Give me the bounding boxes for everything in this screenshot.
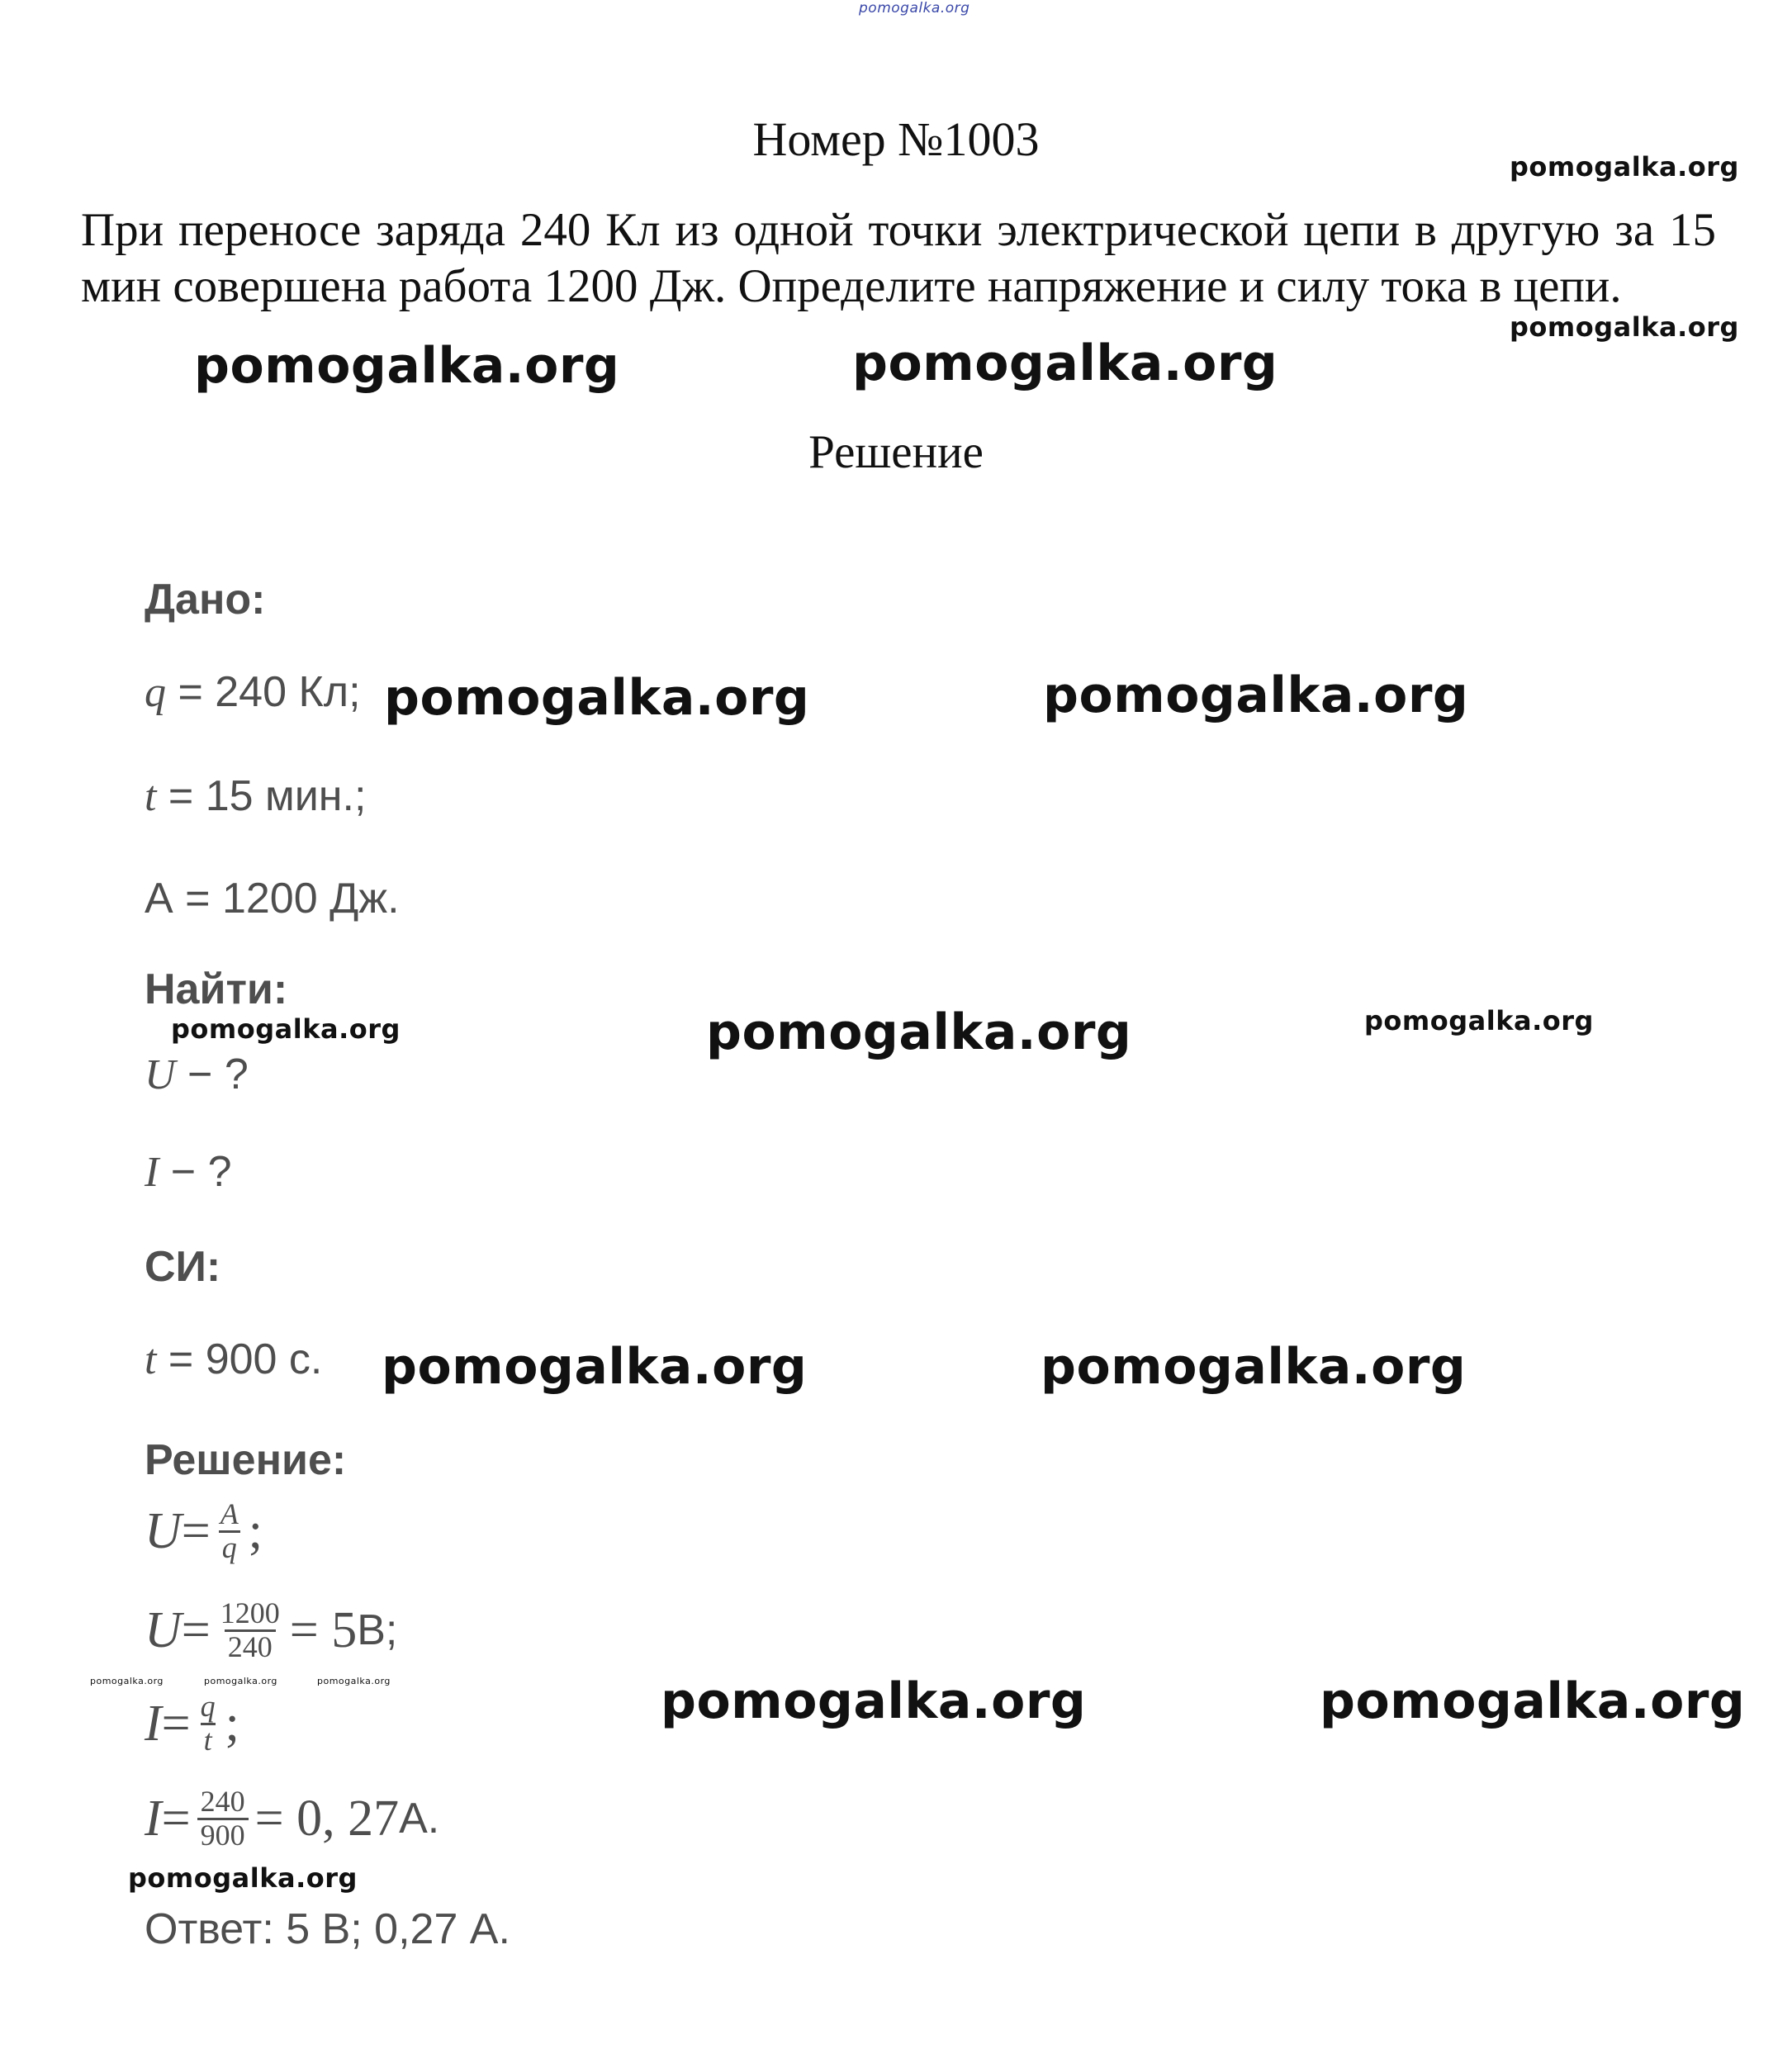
watermark: pomogalka.org	[171, 1013, 401, 1045]
result-value: = 5	[289, 1601, 358, 1658]
var-i: I	[145, 1149, 159, 1196]
watermark-small: pomogalka.org	[90, 1676, 164, 1686]
equals-sign: =	[181, 1502, 211, 1559]
equals-sign: =	[161, 1695, 191, 1752]
given-work: А = 1200 Дж.	[145, 875, 400, 923]
given-time	[145, 772, 367, 820]
watermark: pomogalka.org	[1510, 311, 1739, 343]
watermark: pomogalka.org	[661, 1672, 1087, 1730]
fraction	[197, 1691, 219, 1757]
formula-current-calc	[145, 1786, 439, 1852]
denominator: 900	[197, 1818, 249, 1852]
formula-current	[145, 1691, 239, 1757]
si-label: СИ:	[145, 1243, 221, 1291]
find-voltage	[145, 1053, 249, 1097]
watermark: pomogalka.org	[1320, 1672, 1746, 1730]
watermark-small: pomogalka.org	[204, 1676, 277, 1686]
watermark: pomogalka.org	[1041, 1338, 1467, 1396]
solution-label: Решение:	[145, 1436, 347, 1484]
semicolon: ;	[248, 1502, 263, 1559]
equals-sign: =	[161, 1790, 191, 1847]
find-current	[145, 1150, 232, 1194]
numerator: A	[220, 1497, 239, 1530]
denominator: t	[201, 1723, 216, 1757]
denominator: q	[219, 1530, 240, 1564]
formula-lhs: I	[145, 1695, 162, 1752]
find-voltage-mark: − ?	[175, 1051, 249, 1098]
watermark: pomogalka.org	[194, 337, 620, 395]
given-label: Дано:	[145, 576, 266, 624]
watermark: pomogalka.org	[1043, 666, 1469, 724]
numerator: 1200	[220, 1596, 280, 1629]
value-charge: = 240 Кл;	[166, 668, 361, 716]
var-t: t	[145, 773, 157, 820]
watermark: pomogalka.org	[1510, 151, 1739, 183]
formula-voltage	[145, 1499, 263, 1564]
var-t: t	[145, 1336, 157, 1383]
watermark: pomogalka.org	[852, 334, 1278, 392]
denominator: 240	[225, 1629, 276, 1663]
formula-lhs: U	[145, 1502, 182, 1559]
si-time-value: = 900 с.	[156, 1335, 323, 1383]
formula-lhs: I	[145, 1790, 162, 1847]
problem-text: При переносе заряда 240 Кл из одной точки электрической цепи в другую за 15 мин совершена работа 1200 Дж. Определите напряжение и силу тока в цепи.	[81, 204, 1716, 312]
given-charge	[145, 668, 361, 716]
var-q: q	[145, 669, 166, 716]
watermark: pomogalka.org	[1364, 1005, 1594, 1036]
formula-voltage-calc	[145, 1598, 397, 1663]
answer: Ответ: 5 В; 0,27 А.	[145, 1905, 510, 1953]
semicolon: ;	[225, 1695, 239, 1752]
solution-heading: Решение	[808, 426, 984, 478]
numerator: q	[200, 1690, 216, 1723]
fraction	[197, 1786, 249, 1852]
fraction	[217, 1598, 283, 1663]
fraction	[217, 1499, 242, 1564]
si-time	[145, 1335, 323, 1383]
formula-lhs: U	[145, 1601, 182, 1658]
watermark: pomogalka.org	[128, 1862, 358, 1894]
result-unit: В;	[357, 1606, 398, 1655]
result-unit: А.	[399, 1795, 440, 1843]
numerator: 240	[200, 1785, 245, 1818]
var-u: U	[145, 1051, 176, 1098]
equals-sign: =	[181, 1601, 211, 1658]
find-label: Найти:	[145, 965, 288, 1013]
watermark: pomogalka.org	[384, 669, 810, 727]
watermark-top: pomogalka.org	[859, 0, 970, 17]
watermark: pomogalka.org	[706, 1003, 1132, 1061]
watermark: pomogalka.org	[382, 1338, 808, 1396]
watermark-small: pomogalka.org	[317, 1676, 391, 1686]
find-current-mark: − ?	[159, 1148, 232, 1196]
result-value: = 0, 27	[254, 1790, 400, 1847]
value-time: = 15 мин.;	[156, 772, 367, 820]
page-title: Номер №1003	[752, 112, 1040, 166]
